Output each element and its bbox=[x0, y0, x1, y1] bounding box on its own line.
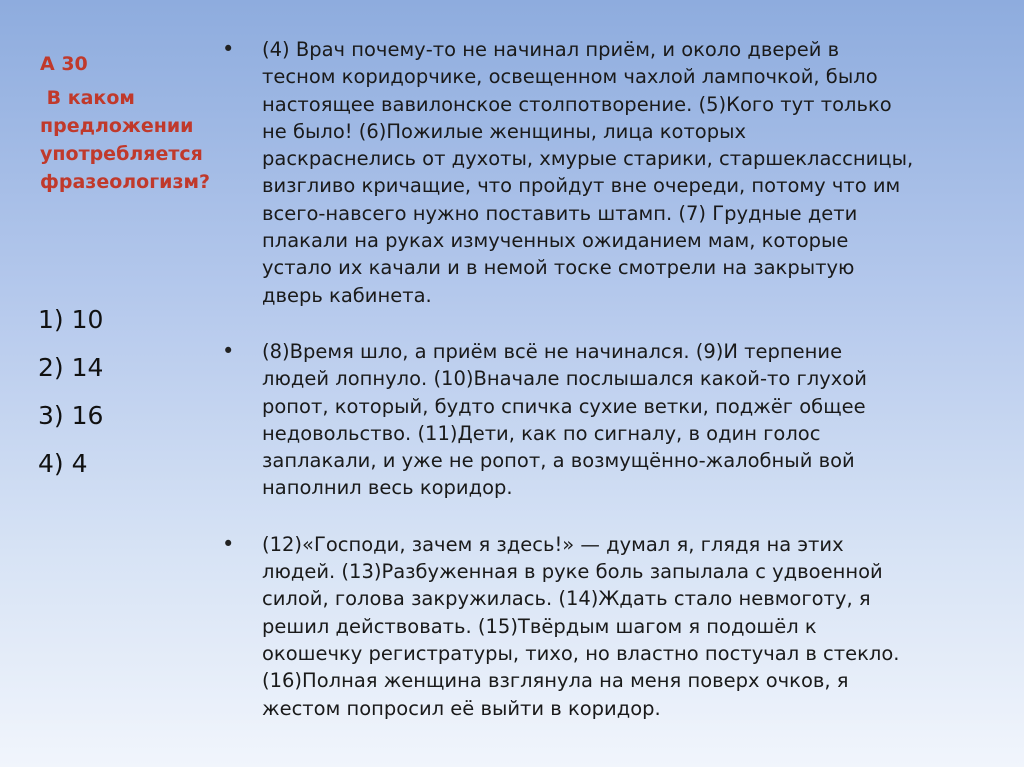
paragraph-text: (4) Врач почему-то не начинал приём, и около дверей в тесном коридорчике, освещенном чахлой лампочкой, было настоящее вавилонское столпотворение. (5)Кого тут только не было! (6)Пожилые женщины, лица которых раскраснелись от духоты, хмурые старики, старшеклассницы, визгливо кричащие, что пройдут вне очереди, потому что им всего-навсего нужно поставить штамп. (7) Грудные дети плакали на руках измученных ожиданием мам, которые устало их качали и в немой тоске смотрели на закрытую дверь кабинета. bbox=[262, 38, 914, 307]
text-panel bbox=[222, 36, 1002, 722]
question-text: В каком предложении употребляется фразеологизм? bbox=[40, 87, 211, 193]
paragraph-text: (8)Время шло, а приём всё не начинался. (9)И терпение людей лопнуло. (10)Вначале послышался какой-то глухой ропот, который, будто спичка сухие ветки, поджёг общее недовольство. (11)Дети, как по сигналу, в один голос заплакали, и уже не ропот, а возмущённо-жалобный вой наполнил весь коридор. bbox=[262, 339, 867, 500]
answer-option-4: 4) 4 bbox=[38, 449, 88, 478]
bullet-icon: • bbox=[222, 37, 235, 61]
paragraph-2 bbox=[222, 338, 1002, 502]
answer-option-3: 3) 16 bbox=[38, 401, 104, 430]
bullet-icon: • bbox=[222, 338, 235, 363]
answer-options bbox=[38, 296, 103, 488]
paragraph-1 bbox=[222, 36, 1002, 309]
question-panel bbox=[40, 52, 240, 196]
paragraph-text: (12)«Господи, зачем я здесь!» — думал я, глядя на этих людей. (13)Разбуженная в руке боль запылала с удвоенной силой, голова закружилась. (14)Ждать стало невмоготу, я решил действовать. (15)Твёрдым шагом я подошёл к окошечку регистратуры, тихо, но властно постучал в стекло. (16)Полная женщина взглянула на меня поверх очков, я жестом попросил её выйти в коридор. bbox=[262, 532, 900, 720]
answer-option-1: 1) 10 bbox=[38, 305, 104, 334]
question-number: А 30 bbox=[40, 53, 88, 75]
paragraph-3 bbox=[222, 531, 1002, 722]
bullet-icon: • bbox=[222, 531, 235, 556]
answer-option-2: 2) 14 bbox=[38, 353, 104, 382]
